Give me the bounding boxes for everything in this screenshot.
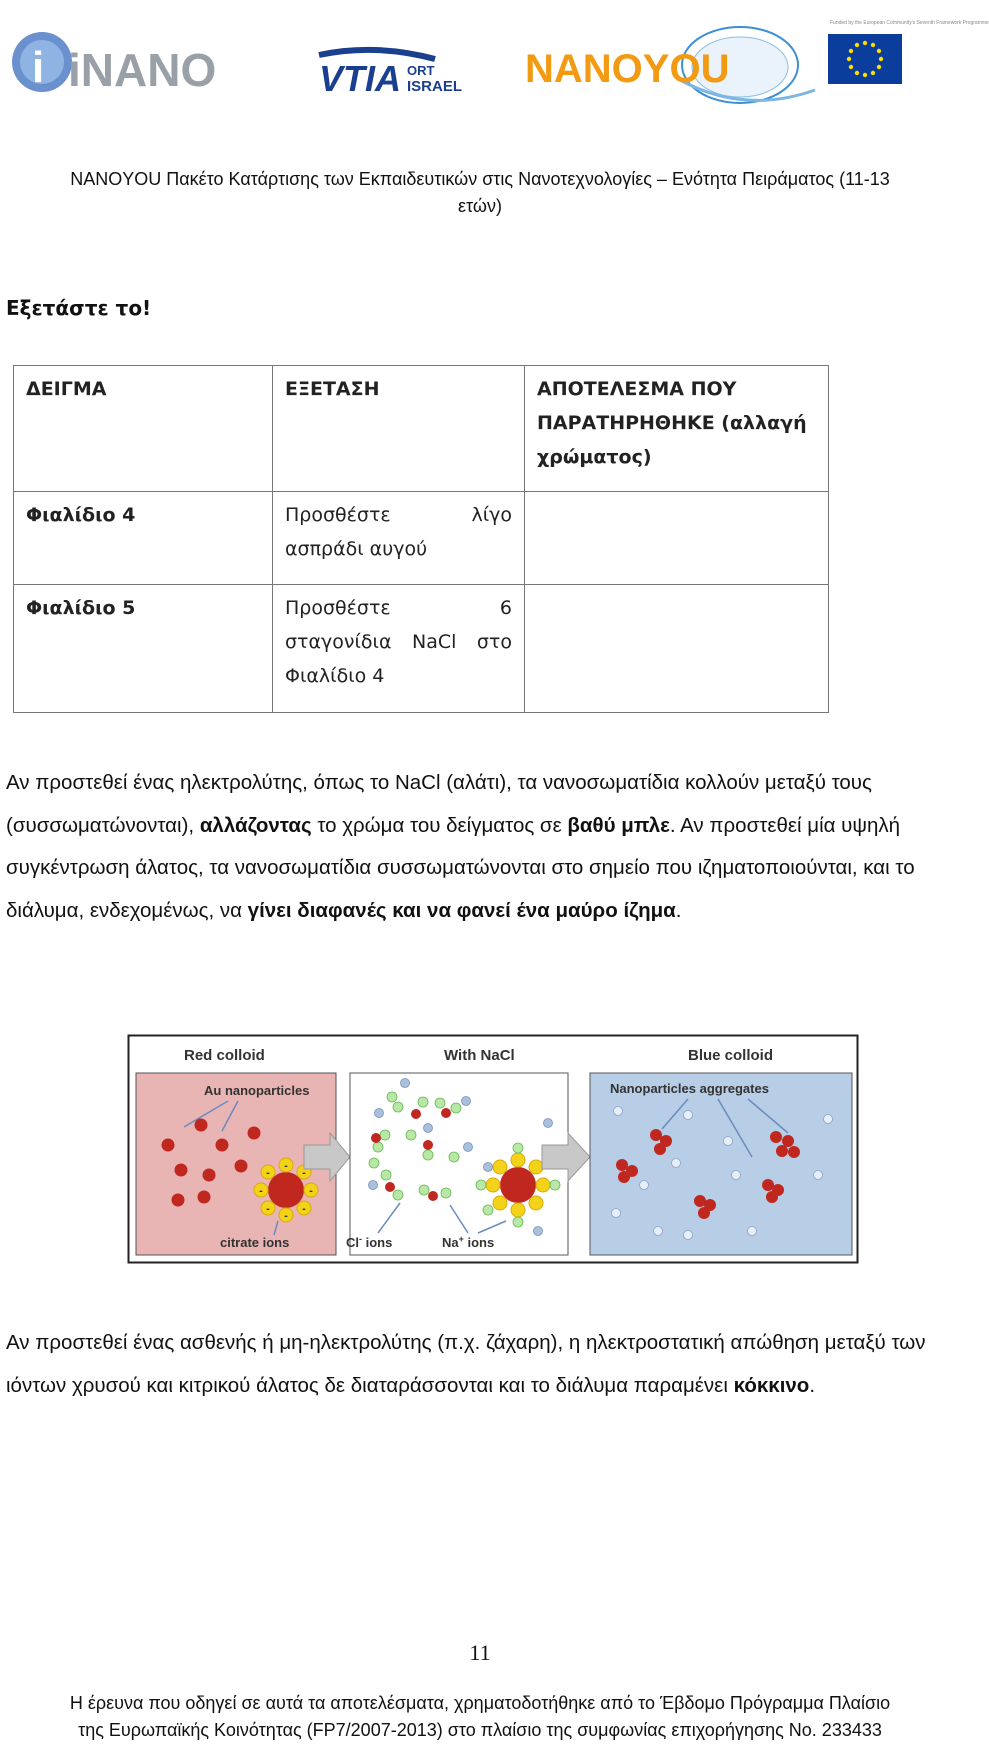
svg-text:-: - xyxy=(284,1160,288,1172)
sample-cell: Φιαλίδιο 4 xyxy=(14,492,273,584)
svg-text:-: - xyxy=(284,1210,288,1222)
result-cell[interactable] xyxy=(525,584,829,712)
eu-logo xyxy=(820,18,989,100)
header-line-2: ετών) xyxy=(458,196,502,216)
coated-particle xyxy=(268,1172,304,1208)
label-aggregates: Nanoparticles aggregates xyxy=(610,1081,769,1096)
footer-line-2: της Ευρωπαϊκής Κοινότητας (FP7/2007-2013) στο πλαίσιο της συμφωνίας επιχορήγησης No. 233433 xyxy=(78,1720,882,1740)
label-na-ions: Na+ ions xyxy=(442,1234,495,1250)
document-footer xyxy=(0,1690,960,1744)
label-au-nanoparticles: Au nanoparticles xyxy=(204,1083,310,1098)
inano-logo xyxy=(10,20,220,100)
section-heading: Εξετάστε το! xyxy=(6,296,152,320)
text-run: Αν προστεθεί ένας ασθενής ή μη-ηλεκτρολύτης (π.χ. ζάχαρη), η ηλεκτροστατική απώθηση μεταξύ των ιόντων χρυσού και κιτρικού άλατος δε διαταράσσονται και το διάλυμα παραμένει xyxy=(6,1331,926,1397)
paragraph-weak-electrolyte xyxy=(6,1322,926,1407)
panel-title-nacl: With NaCl xyxy=(444,1047,515,1064)
svg-text:-: - xyxy=(309,1185,313,1197)
svg-text:-: - xyxy=(302,1167,306,1179)
panel-title-blue: Blue colloid xyxy=(688,1047,774,1064)
text-run: το χρώμα του δείγματος σε xyxy=(311,813,568,837)
eu-caption: Funded by the European Community's Seventh Framework Programme xyxy=(830,20,989,26)
svg-text:iNANO: iNANO xyxy=(68,44,217,96)
svg-text:ORT: ORT xyxy=(407,63,435,78)
page-number: 11 xyxy=(469,1640,491,1665)
table-row xyxy=(14,492,829,584)
svg-text:ISRAEL: ISRAEL xyxy=(407,78,463,95)
svg-text:-: - xyxy=(266,1203,270,1215)
bold-run: αλλάζοντας xyxy=(199,813,312,837)
header-cell-sample: ΔΕΙΓΜΑ xyxy=(14,366,273,492)
test-cell xyxy=(273,492,525,584)
test-line: Προσθέστε 6 xyxy=(285,596,512,619)
table-row xyxy=(14,584,829,712)
svg-text:NANOYOU: NANOYOU xyxy=(525,47,730,91)
test-line: ασπράδι αυγού xyxy=(285,538,428,561)
bold-run: γίνει διαφανές και να φανεί ένα μαύρο ίζημα xyxy=(247,898,676,922)
test-line: Φιαλίδιο 4 xyxy=(285,664,385,687)
result-cell[interactable] xyxy=(525,492,829,584)
test-line: Προσθέστε λίγο xyxy=(285,504,512,527)
svg-text:-: - xyxy=(266,1167,270,1179)
panel-title-red: Red colloid xyxy=(184,1047,265,1064)
eu-flag-icon xyxy=(828,34,902,84)
svg-text:i: i xyxy=(32,43,45,92)
colloid-diagram xyxy=(128,1035,858,1263)
label-citrate-ions: citrate ions xyxy=(220,1235,290,1250)
footer-line-1: Η έρευνα που οδηγεί σε αυτά τα αποτελέσματα, χρηματοδοτήθηκε από το Έβδομο Πρόγραμμα Πλαίσιο xyxy=(69,1693,891,1713)
test-line: σταγονίδια NaCl στο xyxy=(285,630,512,653)
svg-text:-: - xyxy=(302,1203,306,1215)
document-header xyxy=(0,166,960,220)
text-run: . Αν προστεθεί μία υψηλή συγκέντρωση άλατος, τα νανοσωματίδια συσσωματώνονται στο σημείο που ιζηματοποιούνται, και το διάλυμα, ενδεχομένως, να xyxy=(6,813,915,922)
table-header-row xyxy=(14,366,829,492)
text-run: Αν προστεθεί ένας ηλεκτρολύτης, όπως το NaCl (αλάτι), τα νανοσωματίδια κολλούν μεταξύ τους (συσσωματώνονται), xyxy=(6,771,872,837)
observation-table xyxy=(13,365,829,713)
label-cl-ions: Cl- ions xyxy=(346,1234,393,1250)
header-cell-result: ΑΠΟΤΕΛΕΣΜΑ ΠΟΥ ΠΑΡΑΤΗΡΗΘΗΚΕ (αλλαγή χρώματος) xyxy=(525,366,829,492)
header-line-1: NANOYOU Πακέτο Κατάρτισης των Εκπαιδευτικών στις Νανοτεχνολογίες – Ενότητα Πειράματος (11-13 xyxy=(70,169,890,189)
text-run: . xyxy=(809,1373,816,1397)
text-run: . xyxy=(675,898,682,922)
paragraph-electrolyte xyxy=(6,762,926,932)
svg-text:VTIA: VTIA xyxy=(319,58,402,99)
test-cell xyxy=(273,584,525,712)
nanoyou-logo xyxy=(525,20,815,110)
ort-israel-logo xyxy=(315,45,515,100)
bold-run: βαθύ μπλε xyxy=(567,813,670,837)
bold-run: κόκκινο xyxy=(733,1373,810,1397)
header-cell-test: ΕΞΕΤΑΣΗ xyxy=(273,366,525,492)
svg-text:-: - xyxy=(259,1185,263,1197)
blue-colloid-panel xyxy=(590,1073,852,1255)
sample-cell: Φιαλίδιο 5 xyxy=(14,584,273,712)
